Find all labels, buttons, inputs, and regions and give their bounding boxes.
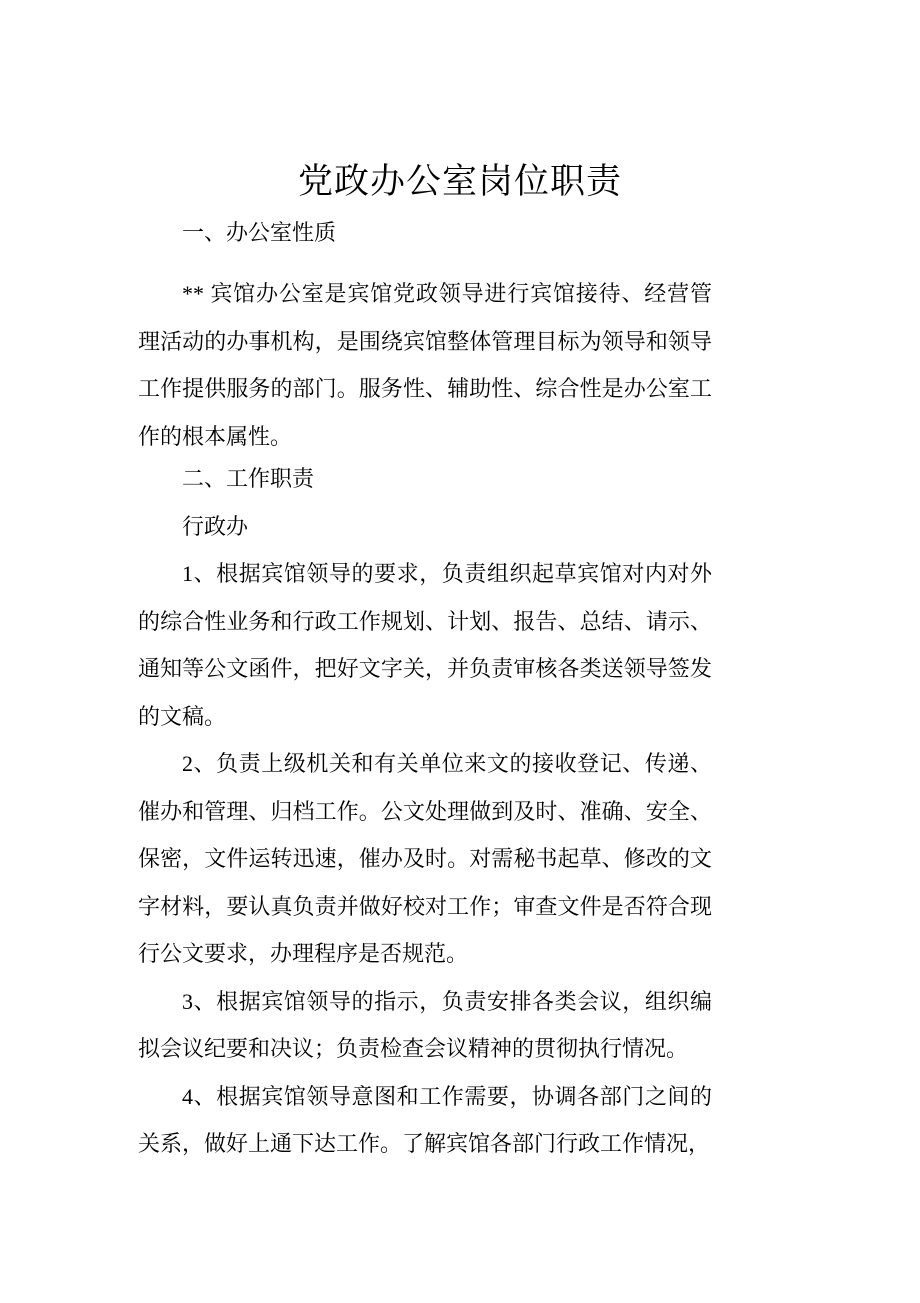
document-body <box>138 209 712 1168</box>
section-heading-1: 一、办公室性质 <box>182 220 337 245</box>
list-item-2: 2、负责上级机关和有关单位来文的接收登记、传递、催办和管理、归档工作。公文处理做到及时、准确、安全、保密，文件运转迅速，催办及时。对需秘书起草、修改的文字材料，要认真负责并做好校对工作；审查文件是否符合现行公文要求，办理程序是否规范。 <box>138 751 712 966</box>
list-item-3: 3、根据宾馆领导的指示，负责安排各类会议，组织编拟会议纪要和决议；负责检查会议精神的贯彻执行情况。 <box>138 988 712 1061</box>
page-title: 党政办公室岗位职责 <box>297 162 622 201</box>
list-item-4: 4、根据宾馆领导意图和工作需要，协调各部门之间的关系，做好上通下达工作。了解宾馆各部门行政工作情况， <box>138 1083 712 1156</box>
list-item-1: 1、根据宾馆领导的要求，负责组织起草宾馆对内对外的综合性业务和行政工作规划、计划、报告、总结、请示、通知等公文函件，把好文字关，并负责审核各类送领导签发的文稿。 <box>138 561 712 729</box>
section-1-paragraph: ** 宾馆办公室是宾馆党政领导进行宾馆接待、经营管理活动的办事机构，是围绕宾馆整体管理目标为领导和领导工作提供服务的部门。服务性、辅助性、综合性是办公室工作的根本属性。 <box>138 281 712 449</box>
section-heading-2: 二、工作职责 <box>182 466 315 491</box>
sub-heading-xingzhengban: 行政办 <box>182 513 249 539</box>
